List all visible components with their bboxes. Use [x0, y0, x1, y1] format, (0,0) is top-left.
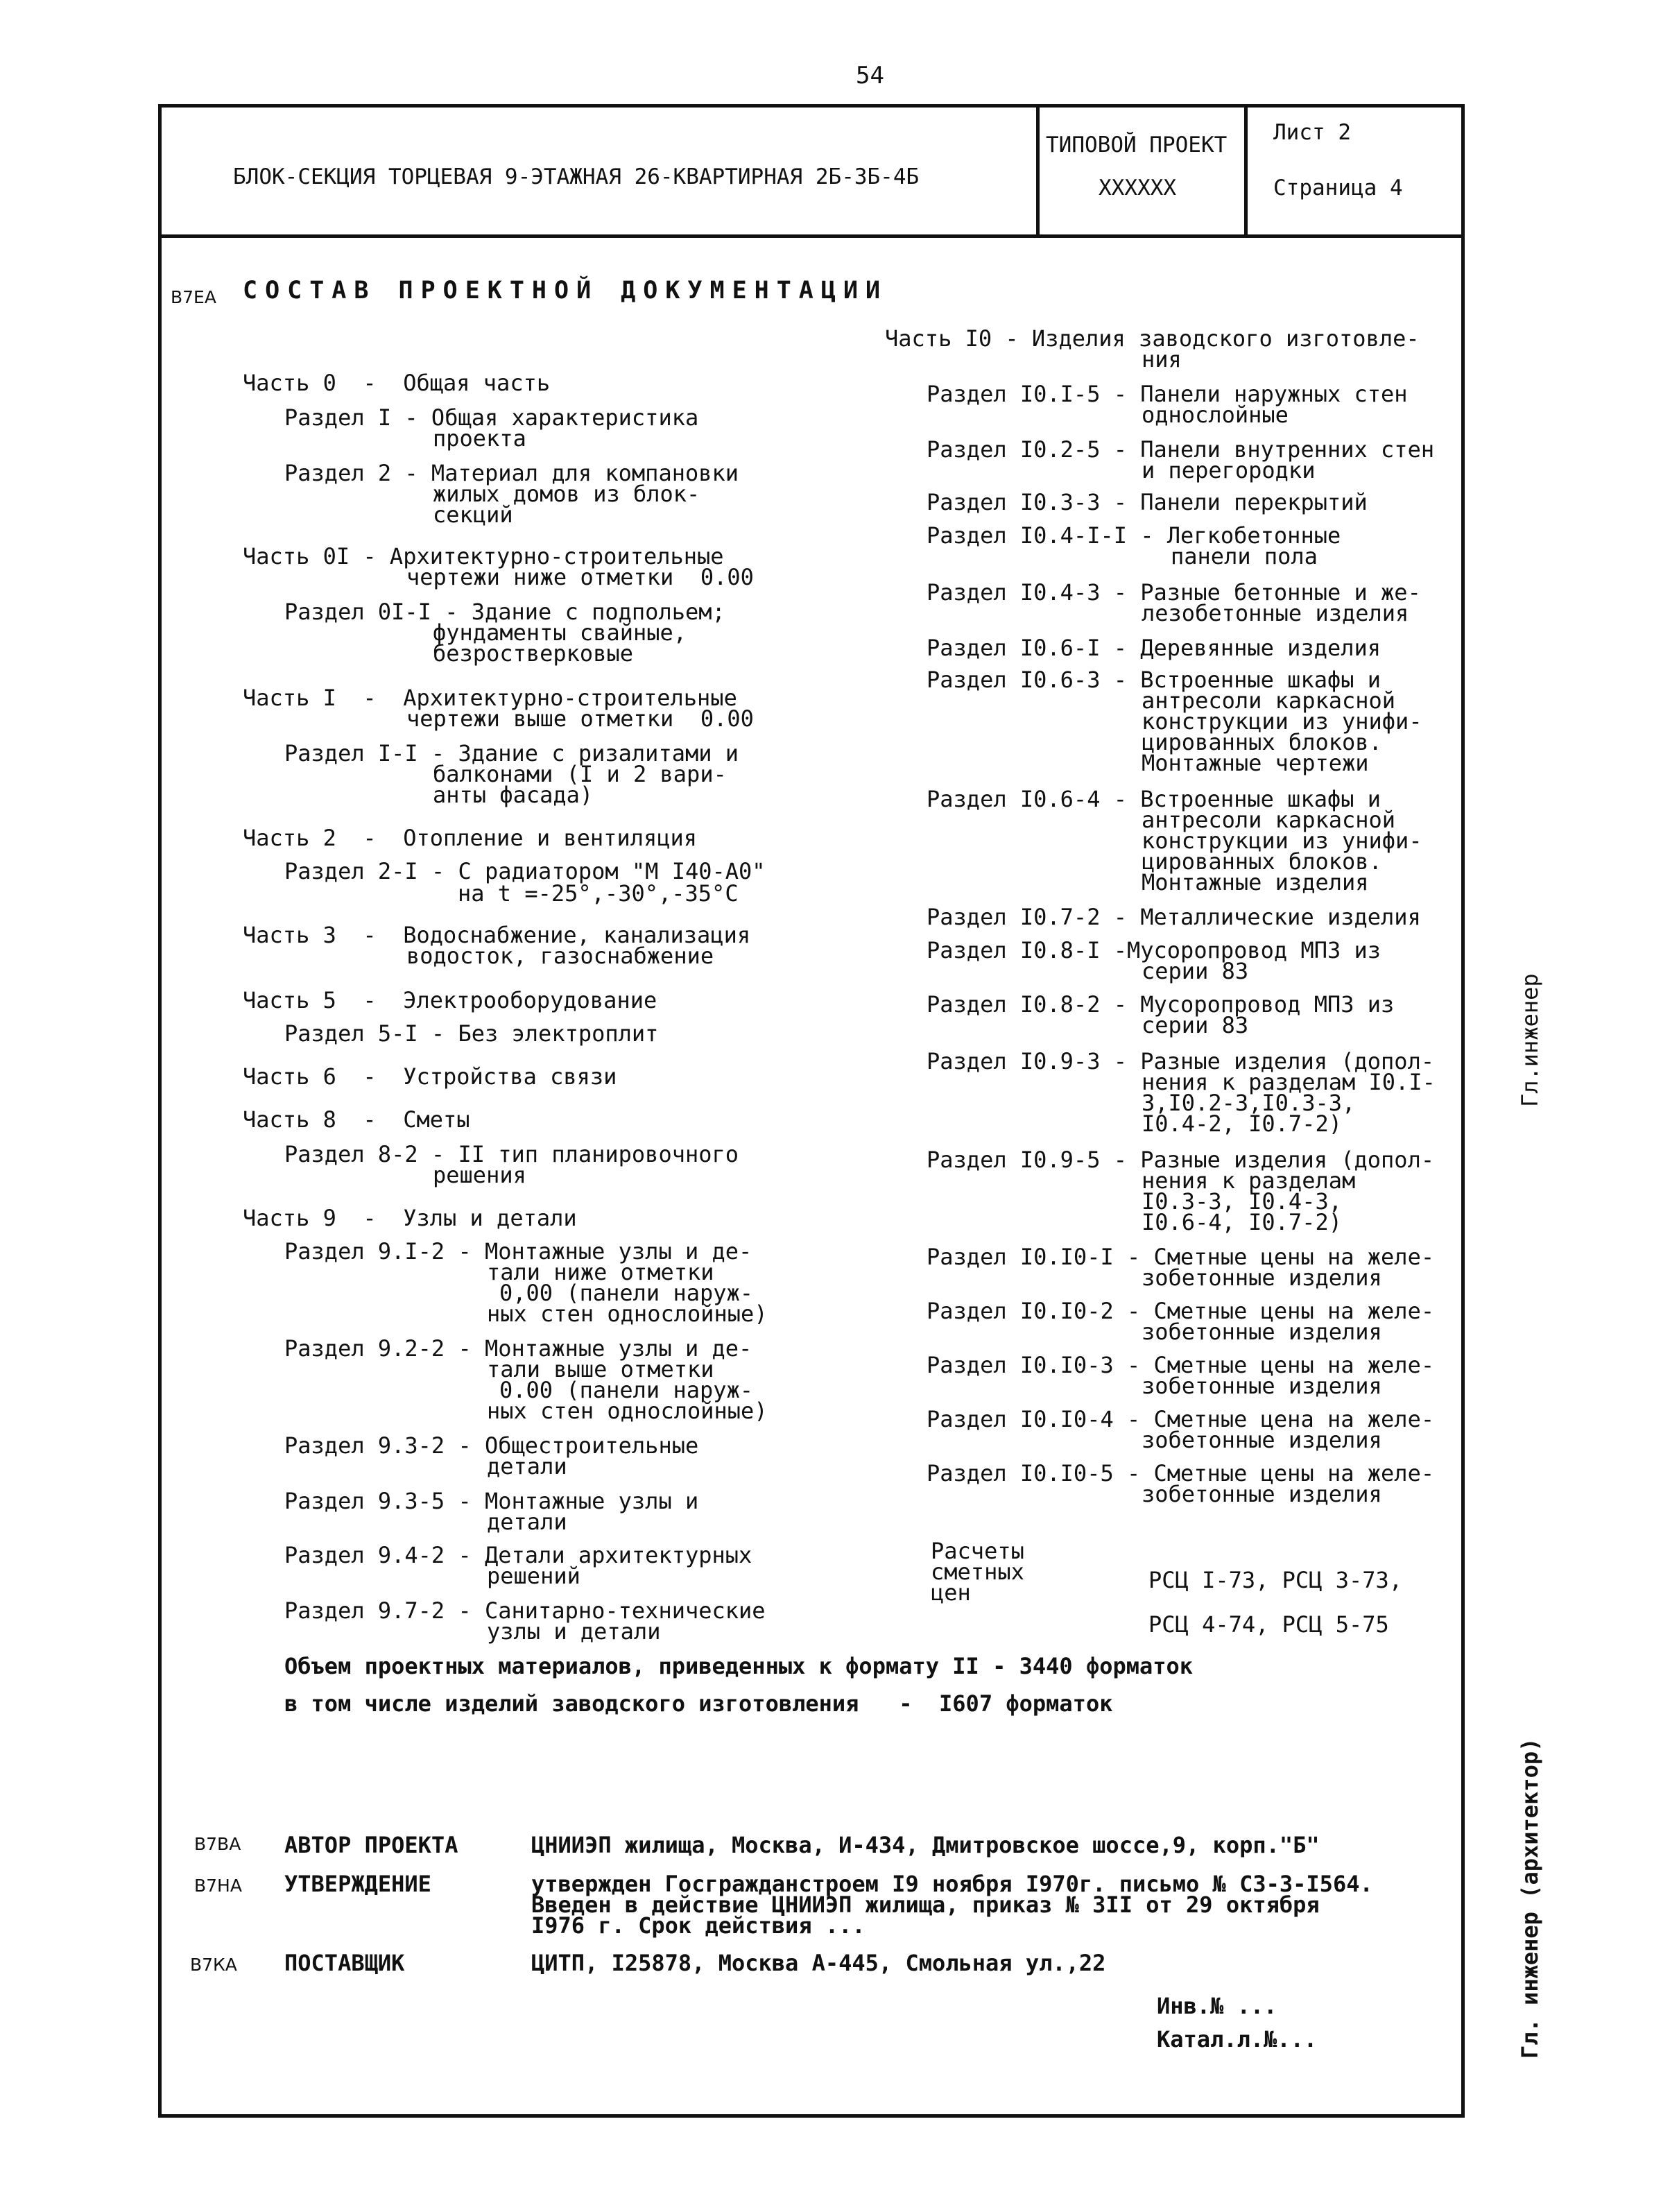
section-line: и перегородки: [1142, 457, 1316, 483]
section-line: зобетонные изделия: [1142, 1319, 1382, 1345]
section-line: Раздел 9.3-2 - Общестроительные: [284, 1432, 699, 1459]
section-line: зобетонные изделия: [1142, 1481, 1382, 1507]
section-line: Раздел I0.4-3 - Разные бетонные и же-: [927, 579, 1421, 606]
section-line: Раздел I0.3-3 - Панели перекрытий: [927, 489, 1368, 515]
section-line: ных стен однослойные): [487, 1398, 768, 1424]
section-line: детали: [487, 1509, 567, 1535]
catalog-sheet: Катал.л.№...: [1157, 2026, 1318, 2052]
section-line: зобетонные изделия: [1142, 1264, 1382, 1291]
section-line: Раздел I-I - Здание с ризалитами и: [284, 740, 739, 766]
section-line: I0.3-3, I0.4-3,: [1142, 1188, 1342, 1215]
project-code: XXXXXX: [1099, 175, 1176, 200]
part-heading: Часть 8 - Сметы: [243, 1106, 470, 1133]
section-line: 0.00 (панели наруж-: [499, 1377, 754, 1403]
section-line: Раздел I0.6-4 - Встроенные шкафы и: [927, 786, 1381, 812]
section-line: анты фасада): [433, 782, 594, 808]
header-divider: [158, 234, 1465, 238]
section-line: ния: [1142, 346, 1182, 372]
section-line: I0.6-4, I0.7-2): [1142, 1209, 1342, 1235]
section-line: детали: [487, 1453, 567, 1480]
section-line: антресоли каркасной: [1142, 687, 1396, 714]
section-line: жилых домов из блок-: [433, 481, 700, 507]
header-column-divider: [1036, 104, 1040, 237]
section-line: Раздел I0.8-2 - Мусоропровод МПЗ из: [927, 991, 1395, 1018]
section-line: секций: [433, 501, 513, 528]
volume-total: Объем проектных материалов, приведенных к формату II - 3440 форматок: [284, 1653, 1194, 1679]
price-collections: РСЦ 4-74, РСЦ 5-75: [1148, 1611, 1389, 1638]
author-code: В7ВА: [194, 1834, 241, 1854]
part-heading: Часть I - Архитектурно-строительные: [243, 685, 737, 711]
section-line: Раздел 0I-I - Здание с подпольем;: [284, 599, 725, 625]
section-line: Монтажные изделия: [1142, 869, 1369, 895]
section-code: В7ЕА: [171, 287, 216, 307]
part-heading: Часть I0 - Изделия заводского изготовле-: [885, 325, 1420, 352]
section-line: проекта: [433, 425, 526, 452]
section-line: чертежи выше отметки 0.00: [406, 705, 754, 732]
approval-text: I976 г. Срок действия ...: [531, 1912, 866, 1939]
section-line: Раздел 2-I - С радиатором "М I40-А0": [284, 858, 766, 884]
section-line: Раздел 9.7-2 - Санитарно-технические: [284, 1597, 766, 1624]
author-text: ЦНИИЭП жилища, Москва, И-434, Дмитровское шоссе,9, корп."Б": [531, 1832, 1320, 1858]
section-line: Раздел I0.6-I - Деревянные изделия: [927, 635, 1381, 661]
section-line: цированных блоков.: [1142, 848, 1382, 875]
section-line: Раздел I0.I0-4 - Сметные цена на желе-: [927, 1406, 1435, 1432]
page-number: 54: [856, 62, 884, 89]
section-line: лезобетонные изделия: [1142, 600, 1409, 626]
section-line: Раздел I0.I0-3 - Сметные цены на желе-: [927, 1352, 1435, 1378]
inventory-number: Инв.№ ...: [1157, 1993, 1277, 2019]
section-line: Раздел I0.9-5 - Разные изделия (допол-: [927, 1147, 1435, 1173]
section-line: цированных блоков.: [1142, 729, 1382, 755]
section-line: Раздел I - Общая характеристика: [284, 404, 699, 431]
section-line: тали выше отметки: [487, 1356, 714, 1382]
supplier-text: ЦИТП, I25878, Москва А-445, Смольная ул.,22: [531, 1950, 1106, 1976]
part-heading: Часть 9 - Узлы и детали: [243, 1205, 577, 1231]
section-line: решений: [487, 1563, 580, 1589]
section-line: панели пола: [1171, 543, 1318, 569]
part-heading: Часть 6 - Устройства связи: [243, 1063, 617, 1090]
volume-factory: в том числе изделий заводского изготовления - I607 форматок: [284, 1690, 1113, 1717]
section-line: узлы и детали: [487, 1618, 661, 1645]
section-line: Монтажные чертежи: [1142, 750, 1369, 776]
sheet-number: Лист 2: [1273, 120, 1351, 145]
approval-text: Введен в действие ЦНИИЭП жилища, приказ № 3II от 29 октября: [531, 1892, 1320, 1918]
section-line: Раздел I0.4-I-I - Легкобетонные: [927, 522, 1341, 549]
section-line: Раздел I0.7-2 - Металлические изделия: [927, 904, 1421, 930]
section-line: Раздел I0.I0-5 - Сметные цены на желе-: [927, 1460, 1435, 1486]
section-line: антресоли каркасной: [1142, 807, 1396, 833]
section-line: зобетонные изделия: [1142, 1373, 1382, 1399]
section-line: ных стен однослойные): [487, 1301, 768, 1327]
section-line: Раздел I0.6-3 - Встроенные шкафы и: [927, 667, 1381, 693]
section-line: конструкции из унифи-: [1142, 828, 1422, 854]
section-line: Раздел I0.I0-2 - Сметные цены на желе-: [927, 1298, 1435, 1324]
section-line: конструкции из унифи-: [1142, 708, 1422, 735]
page-label: Страница 4: [1273, 175, 1403, 200]
price-collections: РСЦ I-73, РСЦ 3-73,: [1148, 1567, 1403, 1593]
supplier-code: В7КА: [190, 1955, 237, 1975]
section-line: серии 83: [1142, 1012, 1249, 1038]
section-line: нения к разделам I0.I-: [1142, 1069, 1436, 1095]
section-line: Раздел I0.I0-I - Сметные цены на желе-: [927, 1244, 1435, 1270]
section-line: Раздел 9.2-2 - Монтажные узлы и де-: [284, 1335, 752, 1362]
section-line: однослойные: [1142, 402, 1289, 428]
part-heading: Часть 0I - Архитектурно-строительные: [243, 543, 724, 569]
section-line: Раздел 2 - Материал для компановки: [284, 460, 739, 486]
supplier-label: ПОСТАВЩИК: [284, 1950, 405, 1976]
section-line: Раздел I0.I-5 - Панели наружных стен: [927, 381, 1408, 407]
section-line: на t =-25°,-30°,-35°С: [458, 880, 739, 907]
section-line: 0,00 (панели наруж-: [499, 1280, 754, 1306]
project-title: БЛОК-СЕКЦИЯ ТОРЦЕВАЯ 9-ЭТАЖНАЯ 26-КВАРТИРНАЯ 2Б-3Б-4Б: [233, 164, 920, 189]
section-line: Раздел I0.9-3 - Разные изделия (допол-: [927, 1048, 1435, 1074]
section-line: фундаменты свайные,: [433, 619, 687, 646]
header-column-divider: [1244, 104, 1248, 237]
section-line: I0.4-2, I0.7-2): [1142, 1111, 1342, 1137]
approval-label: УТВЕРЖДЕНИЕ: [284, 1871, 431, 1897]
part-heading: Часть 3 - Водоснабжение, канализация: [243, 922, 751, 948]
approval-code: В7НА: [194, 1876, 242, 1896]
section-line: безростверковые: [433, 640, 633, 667]
section-line: Раздел I0.8-I -Мусоропровод МПЗ из: [927, 937, 1381, 963]
section-line: Раздел 9.4-2 - Детали архитектурных: [284, 1542, 752, 1568]
calc-label: Расчеты: [931, 1538, 1024, 1564]
section-line: Раздел 5-I - Без электроплит: [284, 1020, 659, 1047]
section-line: Раздел I0.2-5 - Панели внутренних стен: [927, 436, 1435, 463]
approval-text: утвержден Госгражданстроем I9 ноября I970г. письмо № СЗ-3-I564.: [531, 1871, 1373, 1897]
document-title: СОСТАВ ПРОЕКТНОЙ ДОКУМЕНТАЦИИ: [243, 277, 888, 305]
project-type-label: ТИПОВОЙ ПРОЕКТ: [1046, 132, 1228, 157]
section-line: зобетонные изделия: [1142, 1427, 1382, 1453]
section-line: балконами (I и 2 вари-: [433, 761, 727, 787]
section-line: тали ниже отметки: [487, 1259, 714, 1285]
section-line: чертежи ниже отметки 0.00: [406, 564, 754, 590]
section-line: 3,I0.2-3,I0.3-3,: [1142, 1090, 1356, 1116]
section-line: Раздел 9.I-2 - Монтажные узлы и де-: [284, 1238, 752, 1264]
section-line: водосток, газоснабжение: [406, 943, 714, 969]
author-label: АВТОР ПРОЕКТА: [284, 1832, 458, 1858]
section-line: Раздел 9.3-5 - Монтажные узлы и: [284, 1488, 699, 1514]
chief-architect-note: Гл. инженер (архитектор): [1517, 1738, 1543, 2059]
part-heading: Часть 2 - Отопление и вентиляция: [243, 825, 698, 851]
section-line: серии 83: [1142, 958, 1249, 984]
chief-engineer-note: Гл.инженер: [1517, 973, 1543, 1107]
section-line: Раздел 8-2 - II тип планировочного: [284, 1141, 739, 1167]
part-heading: Часть 5 - Электрооборудование: [243, 987, 657, 1013]
section-line: решения: [433, 1162, 526, 1188]
calc-label: цен: [931, 1579, 971, 1606]
part-heading: Часть 0 - Общая часть: [243, 370, 551, 396]
calc-label: сметных: [931, 1559, 1024, 1585]
section-line: нения к разделам: [1142, 1167, 1356, 1194]
